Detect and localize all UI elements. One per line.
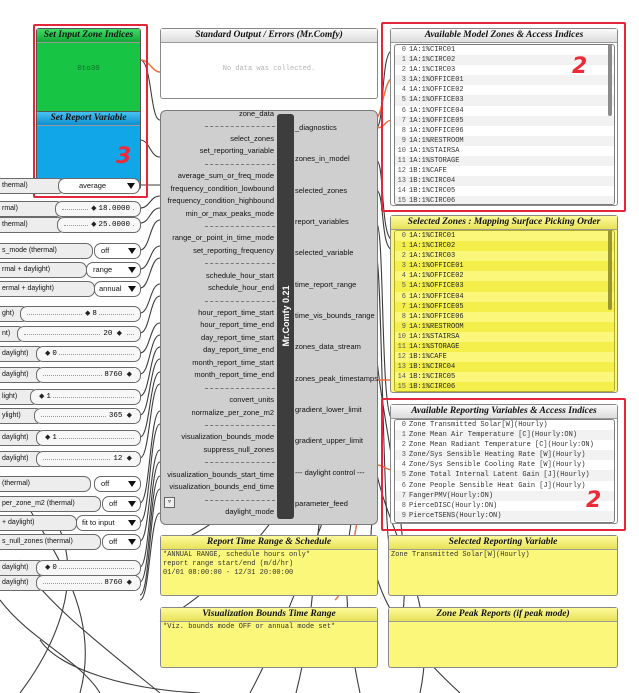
month-end-slider[interactable] xyxy=(36,451,141,467)
month-end-label: daylight) xyxy=(0,451,45,467)
list-item-text: 1A:1%CIRC01 xyxy=(409,46,456,54)
vis-mode-dropdown[interactable] xyxy=(76,515,141,531)
input-param-average-sum-or-freq-mode[interactable]: average_sum_or_freq_mode xyxy=(177,171,274,181)
component-footer-icon: ▿ xyxy=(164,497,175,508)
range-mode-value: range xyxy=(93,265,113,274)
sched-start-label: ght) xyxy=(0,306,29,322)
list-item-index: 4 xyxy=(401,272,406,281)
list-item-text: FangerPMV(Hourly:ON) xyxy=(409,491,494,500)
peaks-mode-dropdown[interactable] xyxy=(94,243,141,259)
normalize-dropdown[interactable] xyxy=(102,496,141,512)
output-param-time-report-range[interactable]: time_report_range xyxy=(295,279,357,289)
list-item[interactable] xyxy=(395,382,614,392)
sched-end-value: 20 xyxy=(103,330,113,338)
chevron-down-icon xyxy=(128,248,136,254)
input-param-visualization-bounds-mode[interactable]: visualization_bounds_mode xyxy=(181,432,274,442)
input-param-normalize-per-zone-m2[interactable]: normalize_per_zone_m2 xyxy=(191,407,274,417)
peak-reports-panel[interactable] xyxy=(388,607,618,668)
input-group-separator xyxy=(205,500,275,501)
list-item-text: 1A:1%STAIRSA xyxy=(409,146,460,155)
sched-start-value: 8 xyxy=(92,310,97,318)
list-item-index: 11 xyxy=(397,157,406,166)
list-item-text: 1A:1%STORAGE xyxy=(409,343,460,352)
input-param-hour-report-time-end[interactable]: hour_report_time_end xyxy=(200,320,274,330)
list-item[interactable] xyxy=(395,332,614,342)
slider-grip-icon: ◆ xyxy=(85,310,91,318)
output-param-diagnostics[interactable]: _diagnostics xyxy=(295,123,337,132)
list-item-text: 1A:1%OFFICE05 xyxy=(409,116,464,125)
list-item[interactable] xyxy=(395,312,614,322)
list-item-text: PierceDISC(Hourly:ON) xyxy=(409,501,498,510)
list-item-text: 1A:1%OFFICE04 xyxy=(409,106,464,115)
list-item-text: 1A:1%STORAGE xyxy=(409,157,460,166)
hour-start-value: 0 xyxy=(52,350,57,358)
peaks-mode-label: s_mode (thermal) xyxy=(0,243,93,259)
chevron-down-icon xyxy=(128,520,136,526)
list-item-index: 2 xyxy=(401,441,406,450)
sched-start-slider[interactable] xyxy=(20,306,141,322)
list-item-index: 15 xyxy=(397,383,406,392)
input-param-convert-units[interactable]: convert_units xyxy=(229,395,274,405)
high-bound-value: 25.0000 xyxy=(98,221,130,229)
list-item-index: 3 xyxy=(401,451,406,460)
input-param-range-or-point-in-time-mode[interactable]: range_or_point_in_time_mode xyxy=(172,233,274,243)
month-end-value: 12 xyxy=(113,455,123,463)
output-param-report-variables[interactable]: report_variables xyxy=(295,217,349,226)
list-item-index: 0 xyxy=(401,421,406,429)
freq-mode-dropdown[interactable] xyxy=(58,178,140,194)
list-item-index: 3 xyxy=(401,262,406,271)
list-item-text: 1A:1%OFFICE06 xyxy=(409,126,464,135)
selected-zones-list[interactable] xyxy=(394,230,615,392)
peak-reports-title: Zone Peak Reports (if peak mode) xyxy=(389,608,617,622)
list-item-text: Zone Total Internal Latent Gain [J](Hourly) xyxy=(409,471,590,480)
list-item-text: 1A:1%OFFICE02 xyxy=(409,86,464,95)
high-bound-label: thermal) xyxy=(0,217,65,233)
sched-end-slider[interactable] xyxy=(17,326,141,342)
list-item-index: 0 xyxy=(401,232,406,240)
list-item-text: Zone Mean Radiant Temperature [C](Hourly:ON) xyxy=(409,441,594,450)
output-param-selected-zones[interactable]: selected_zones xyxy=(295,185,348,195)
list-item-index: 12 xyxy=(397,167,406,176)
list-item-index: 2 xyxy=(401,66,406,75)
list-item-text: 1B:1%CAFE xyxy=(409,167,447,176)
input-param-frequency-condition-highbound[interactable]: frequency_condition_highbound xyxy=(167,196,274,206)
list-item-index: 11 xyxy=(397,343,406,352)
list-item-text: 1A:1%RESTROOM xyxy=(409,136,464,145)
list-item-index: 1 xyxy=(401,56,406,65)
list-item[interactable] xyxy=(395,352,614,362)
selected-var-title: Selected Reporting Variable xyxy=(389,536,617,550)
list-item-text: 1A:1%OFFICE05 xyxy=(409,302,464,311)
list-item-index: 15 xyxy=(397,197,406,205)
list-item-index: 12 xyxy=(397,353,406,362)
day-start-slider[interactable] xyxy=(30,389,141,405)
list-item-text: 1B:1%CIRC04 xyxy=(409,363,456,372)
output-param-gradient-lower-limit[interactable]: gradient_lower_limit xyxy=(295,405,362,414)
list-item[interactable] xyxy=(395,281,614,291)
list-item-index: 10 xyxy=(397,332,406,341)
list-item[interactable] xyxy=(395,292,614,302)
vis-bounds-content: *Viz. bounds mode OFF or annual mode set* xyxy=(163,623,336,631)
suppress-null-label: s_null_zones (thermal) xyxy=(0,534,101,550)
input-param-day-report-time-end[interactable]: day_report_time_end xyxy=(203,345,274,355)
annotation-number-2-top: 2 xyxy=(572,54,588,79)
list-item-text: 1A:1%CIRC02 xyxy=(409,56,456,65)
chevron-down-icon xyxy=(128,286,136,292)
input-group-separator xyxy=(205,425,275,426)
list-item[interactable] xyxy=(395,271,614,281)
output-param-time-vis-bounds-range[interactable]: time_vis_bounds_range xyxy=(295,311,375,320)
list-item-index: 13 xyxy=(397,177,406,186)
list-item-index: 9 xyxy=(401,511,406,520)
list-item-index: 9 xyxy=(401,136,406,145)
selected-zones-scroll-thumb[interactable] xyxy=(608,230,612,310)
convert-units-value: off xyxy=(101,479,110,488)
day-end-value: 365 xyxy=(108,412,123,420)
vis-start-value: 0 xyxy=(52,564,57,572)
freq-mode-value: average xyxy=(79,181,107,190)
list-item-index: 14 xyxy=(397,373,406,382)
list-item[interactable] xyxy=(395,372,614,382)
output-param-zones-peak-timestamps[interactable]: zones_peak_timestamps xyxy=(295,373,378,383)
input-zone-title: Set Input Zone Indices xyxy=(37,29,140,43)
chevron-down-icon xyxy=(128,501,136,507)
input-zone-value[interactable]: 0to30 xyxy=(77,65,100,73)
list-item[interactable] xyxy=(395,362,614,372)
output-param-selected-variable[interactable]: selected_variable xyxy=(295,248,354,258)
input-param-visualization-bounds-end-time[interactable]: visualization_bounds_end_time xyxy=(169,482,274,492)
input-param-hour-report-time-start[interactable]: hour_report_time_start xyxy=(198,308,274,317)
output-param-zones-data-stream[interactable]: zones_data_stream xyxy=(295,342,361,352)
input-group-separator xyxy=(205,462,275,463)
report-time-line-3: 01/01 08:00:00 - 12/31 20:00:00 xyxy=(163,569,294,577)
range-mode-dropdown[interactable] xyxy=(86,262,141,278)
day-start-label: light) xyxy=(0,389,39,405)
vis-bounds-title: Visualization Bounds Time Range xyxy=(161,608,377,622)
frequency-label: ermal + daylight) xyxy=(0,281,95,297)
hour-start-slider[interactable] xyxy=(36,346,141,362)
hour-end-slider[interactable] xyxy=(36,367,141,383)
list-item-index: 6 xyxy=(401,481,406,490)
low-bound-label: rmal) xyxy=(0,201,63,217)
list-item[interactable] xyxy=(395,241,614,251)
chevron-down-icon xyxy=(128,267,136,273)
list-item-text: 1A:1%RESTROOM xyxy=(409,322,464,331)
freq-mode-label: thermal) xyxy=(0,178,65,194)
input-param-month-report-time-end[interactable]: month_report_time_end xyxy=(194,370,274,380)
input-group-separator xyxy=(205,388,275,389)
list-item-index: 5 xyxy=(401,471,406,480)
day-end-label: ylight) xyxy=(0,408,43,424)
list-item-index: 3 xyxy=(401,76,406,85)
frequency-dropdown[interactable] xyxy=(94,281,141,297)
list-item-index: 1 xyxy=(401,242,406,251)
list-item-text: 1A:1%CIRC03 xyxy=(409,66,456,75)
input-param-daylight-mode[interactable]: daylight_mode xyxy=(225,507,274,516)
annotation-number-2-bottom: 2 xyxy=(586,488,602,513)
slider-grip-icon: ◆ xyxy=(122,579,132,587)
list-item-text: 1B:1%CIRC06 xyxy=(409,383,456,392)
input-param-set-reporting-frequency[interactable]: set_reporting_frequency xyxy=(193,245,274,255)
slider-grip-icon: ◆ xyxy=(45,564,51,572)
list-item[interactable] xyxy=(395,231,614,241)
peaks-mode-value: off xyxy=(101,246,110,255)
suppress-null-value: off xyxy=(109,537,118,546)
list-item-text: 1A:1%OFFICE06 xyxy=(409,312,464,321)
list-item[interactable] xyxy=(395,342,614,352)
list-item-index: 13 xyxy=(397,363,406,372)
slider-grip-icon: ◆ xyxy=(112,330,122,338)
output-param-parameter-feed[interactable]: parameter_feed xyxy=(295,499,348,508)
output-param-daylight-control[interactable]: --- daylight control --- xyxy=(295,467,365,477)
list-item-text: 1B:1%CIRC05 xyxy=(409,373,456,382)
list-item-text: 1A:1%OFFICE01 xyxy=(409,76,464,85)
list-item-text: PierceTSENS(Hourly:ON) xyxy=(409,511,502,520)
report-variable-title: Set Report Variable xyxy=(37,112,140,126)
list-item-text: 1A:1%OFFICE04 xyxy=(409,292,464,301)
list-item[interactable] xyxy=(395,322,614,332)
list-item-index: 7 xyxy=(401,116,406,125)
day-start-value: 1 xyxy=(46,393,51,401)
list-item-index: 8 xyxy=(401,126,406,135)
slider-grip-icon: ◆ xyxy=(122,371,132,379)
list-item-index: 0 xyxy=(401,46,406,54)
list-item-index: 5 xyxy=(401,282,406,291)
list-item-text: 1B:1%CAFE xyxy=(409,353,447,362)
vis-end-slider[interactable] xyxy=(36,575,141,591)
list-item-text: 1B:1%CIRC04 xyxy=(409,177,456,186)
input-param-min-or-max-peaks-mode[interactable]: min_or_max_peaks_mode xyxy=(185,208,274,218)
list-item-text: 1A:1%CIRC01 xyxy=(409,232,456,240)
list-item-index: 6 xyxy=(401,106,406,115)
chevron-down-icon xyxy=(127,183,135,189)
list-item-text: Zone/Sys Sensible Cooling Rate [W](Hourly) xyxy=(409,461,586,470)
vis-end-label: daylight) xyxy=(0,575,45,591)
list-item-index: 1 xyxy=(401,431,406,440)
report-vars-title: Available Reporting Variables & Access Indices xyxy=(391,405,617,419)
list-item-text: 1A:1%OFFICE03 xyxy=(409,282,464,291)
slider-grip-icon: ◆ xyxy=(91,221,97,229)
list-item-text: 1A:1%STAIRSA xyxy=(409,332,460,341)
input-group-separator xyxy=(205,263,275,264)
low-bound-value: 18.0000 xyxy=(98,205,130,213)
month-start-label: daylight) xyxy=(0,430,45,446)
list-item-index: 6 xyxy=(401,292,406,301)
list-item-text: Zone Mean Air Temperature [C](Hourly:ON) xyxy=(409,431,578,440)
std-output-panel[interactable] xyxy=(160,28,378,99)
list-item-text: Zone Transmitted Solar[W](Hourly) xyxy=(409,421,548,429)
annotation-number-3: 3 xyxy=(116,144,132,169)
day-end-slider[interactable] xyxy=(34,408,141,424)
input-param-visualization-bounds-start-time[interactable]: visualization_bounds_start_time xyxy=(167,469,274,479)
convert-units-label: (thermal) xyxy=(0,476,91,492)
hour-start-label: daylight) xyxy=(0,346,45,362)
input-param-suppress-null-zones[interactable]: suppress_null_zones xyxy=(203,444,274,454)
std-output-title: Standard Output / Errors (Mr.Comfy) xyxy=(161,29,377,43)
slider-grip-icon: ◆ xyxy=(39,393,45,401)
hour-end-label: daylight) xyxy=(0,367,45,383)
input-param-schedule-hour-end[interactable]: schedule_hour_end xyxy=(208,283,274,293)
list-item-index: 8 xyxy=(401,312,406,321)
chevron-down-icon xyxy=(128,481,136,487)
report-time-line-1: *ANNUAL RANGE, schedule hours only* xyxy=(163,551,311,559)
list-item-text: 1B:1%CIRC05 xyxy=(409,187,456,196)
report-time-panel[interactable] xyxy=(160,535,378,596)
high-bound-slider[interactable] xyxy=(57,217,141,233)
list-item-text: 1A:1%CIRC02 xyxy=(409,242,456,251)
selected-var-panel[interactable] xyxy=(388,535,618,596)
slider-grip-icon: ◆ xyxy=(91,205,97,213)
input-group-separator xyxy=(205,164,275,165)
input-group-separator xyxy=(205,301,275,302)
report-time-title: Report Time Range & Schedule xyxy=(161,536,377,550)
selected-var-content: Zone Transmitted Solar[W](Hourly) xyxy=(391,551,530,559)
input-group-separator xyxy=(205,226,275,227)
list-item-index: 5 xyxy=(401,96,406,105)
slider-grip-icon: ◆ xyxy=(45,434,51,442)
selected-zones-title: Selected Zones : Mapping Surface Picking Order xyxy=(391,216,617,230)
output-param-zones-in-model[interactable]: zones_in_model xyxy=(295,154,350,164)
month-start-value: 1 xyxy=(52,434,57,442)
sched-end-label: nt) xyxy=(0,326,25,342)
input-param-day-report-time-start[interactable]: day_report_time_start xyxy=(201,332,274,342)
input-param-zone-data[interactable]: zone_data xyxy=(238,109,274,118)
input-param-schedule-hour-start[interactable]: schedule_hour_start xyxy=(206,270,274,280)
range-mode-label: rmal + daylight) xyxy=(0,262,87,278)
vis-end-value: 8760 xyxy=(104,579,123,587)
list-item-text: 1B:1%CIRC06 xyxy=(409,197,456,205)
list-item-text: 1A:1%CIRC03 xyxy=(409,252,456,261)
model-zones-title: Available Model Zones & Access Indices xyxy=(391,29,617,43)
list-item-text: 1A:1%OFFICE03 xyxy=(409,96,464,105)
month-start-slider[interactable] xyxy=(36,430,141,446)
frequency-value: annual xyxy=(99,284,122,293)
list-item-text: Zone People Sensible Heat Gain [J](Hourly) xyxy=(409,481,586,490)
annotation-frame-2-top xyxy=(381,22,626,212)
list-item-index: 7 xyxy=(401,302,406,311)
output-param-gradient-upper-limit[interactable]: gradient_upper_limit xyxy=(295,436,363,446)
vis-mode-label: + daylight) xyxy=(0,515,77,531)
component-name: Mr.Comfy 0.21 xyxy=(281,285,291,347)
slider-grip-icon: ◆ xyxy=(45,350,51,358)
input-param-month-report-time-start[interactable]: month_report_time_start xyxy=(192,357,274,367)
chevron-down-icon xyxy=(128,539,136,545)
list-item-text: Zone/Sys Sensible Heating Rate [W](Hourly) xyxy=(409,451,586,460)
vis-mode-value: fit to input xyxy=(82,518,115,527)
normalize-value: off xyxy=(109,499,118,508)
list-item-text: 1A:1%OFFICE01 xyxy=(409,262,464,271)
input-param-frequency-condition-lowbound[interactable]: frequency_condition_lowbound xyxy=(170,183,274,193)
slider-grip-icon: ◆ xyxy=(122,455,132,463)
suppress-null-dropdown[interactable] xyxy=(102,534,141,550)
vis-start-label: daylight) xyxy=(0,560,45,576)
report-time-line-2: report range start/end (m/d/hr) xyxy=(163,560,294,568)
vis-start-slider[interactable] xyxy=(36,560,141,576)
list-item-index: 2 xyxy=(401,252,406,261)
list-item-index: 14 xyxy=(397,187,406,196)
low-bound-slider[interactable] xyxy=(55,201,141,217)
input-group-separator xyxy=(205,126,275,127)
list-item-index: 10 xyxy=(397,146,406,155)
list-item-text: 1A:1%OFFICE02 xyxy=(409,272,464,281)
list-item-index: 9 xyxy=(401,322,406,331)
std-output-content: No data was collected. xyxy=(222,65,316,73)
input-param-set-reporting-variable[interactable]: set_reporting_variable xyxy=(199,146,274,156)
list-item[interactable] xyxy=(395,302,614,312)
hour-end-value: 8760 xyxy=(104,371,123,379)
list-item-index: 4 xyxy=(401,86,406,95)
normalize-label: per_zone_m2 (thermal) xyxy=(0,496,101,512)
selected-zones-panel[interactable] xyxy=(390,215,618,393)
list-item-index: 8 xyxy=(401,501,406,510)
input-param-select-zones[interactable]: select_zones xyxy=(230,133,274,143)
list-item[interactable] xyxy=(395,251,614,261)
convert-units-dropdown[interactable] xyxy=(94,476,141,492)
vis-bounds-panel[interactable] xyxy=(160,607,378,668)
list-item[interactable] xyxy=(395,261,614,271)
slider-grip-icon: ◆ xyxy=(122,412,132,420)
list-item-index: 7 xyxy=(401,491,406,500)
list-item-index: 4 xyxy=(401,461,406,470)
